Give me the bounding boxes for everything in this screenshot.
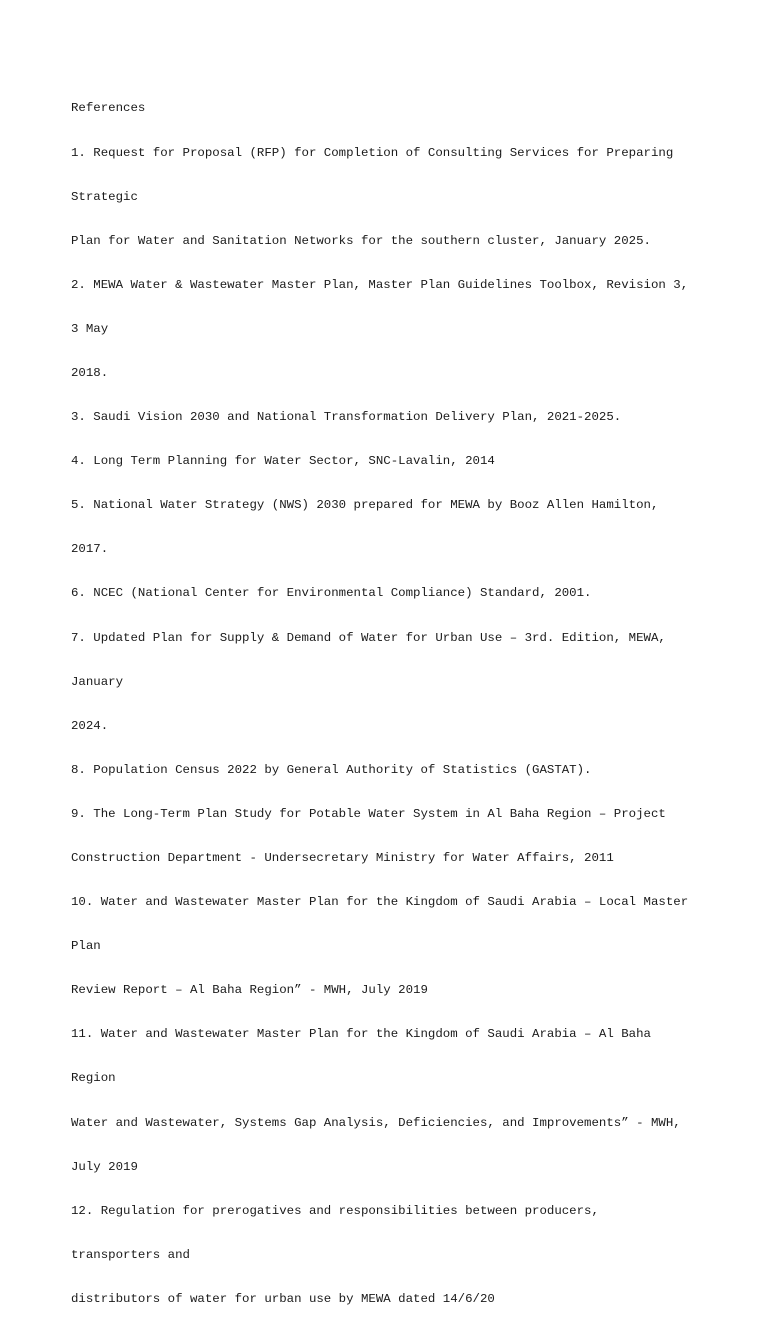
reference-line: transporters and (71, 1247, 190, 1262)
reference-line: 6. NCEC (National Center for Environmental Compliance) Standard, 2001. (71, 586, 592, 601)
reference-line: January (71, 674, 124, 689)
references-heading: References (71, 101, 146, 116)
reference-line: 12. Regulation for prerogatives and responsibilities between producers, (71, 1203, 599, 1218)
reference-line: 5. National Water Strategy (NWS) 2030 prepared for MEWA by Booz Allen Hamilton, (71, 498, 659, 513)
reference-line: July 2019 (71, 1159, 138, 1174)
reference-line: 8. Population Census 2022 by General Authority of Statistics (GASTAT). (71, 762, 592, 777)
reference-line: 11. Water and Wastewater Master Plan for the Kingdom of Saudi Arabia – Al Baha (71, 1027, 651, 1042)
reference-line: Region (71, 1071, 116, 1086)
reference-line: Water and Wastewater, Systems Gap Analysis, Deficiencies, and Improvements” - MWH, (71, 1115, 681, 1130)
reference-line: 2017. (71, 542, 109, 557)
reference-line: Plan for Water and Sanitation Networks for the southern cluster, January 2025. (71, 233, 651, 248)
reference-line: Construction Department - Undersecretary Ministry for Water Affairs, 2011 (71, 851, 614, 865)
reference-line: 7. Updated Plan for Supply & Demand of Water for Urban Use – 3rd. Edition, MEWA, (71, 630, 666, 645)
reference-line: distributors of water for urban use by MEWA dated 14/6/20 (71, 1291, 495, 1306)
reference-line: Plan (71, 939, 101, 954)
reference-line: 3. Saudi Vision 2030 and National Transformation Delivery Plan, 2021-2025. (71, 410, 622, 425)
reference-line: 2024. (71, 718, 109, 733)
reference-line: 9. The Long-Term Plan Study for Potable Water System in Al Baha Region – Project (71, 806, 666, 821)
reference-line: 10. Water and Wastewater Master Plan for the Kingdom of Saudi Arabia – Local Master (71, 895, 689, 910)
reference-line: 2. MEWA Water & Wastewater Master Plan, Master Plan Guidelines Toolbox, Revision 3, (71, 277, 689, 292)
reference-line: 3 May (71, 321, 109, 336)
reference-line: 1. Request for Proposal (RFP) for Completion of Consulting Services for Preparing (71, 145, 674, 160)
reference-line: 4. Long Term Planning for Water Sector, SNC-Lavalin, 2014 (71, 454, 495, 469)
reference-line: Strategic (71, 189, 138, 204)
reference-line: Review Report – Al Baha Region” - MWH, July 2019 (71, 983, 428, 998)
references-page (71, 72, 731, 1321)
reference-line: 2018. (71, 365, 109, 380)
